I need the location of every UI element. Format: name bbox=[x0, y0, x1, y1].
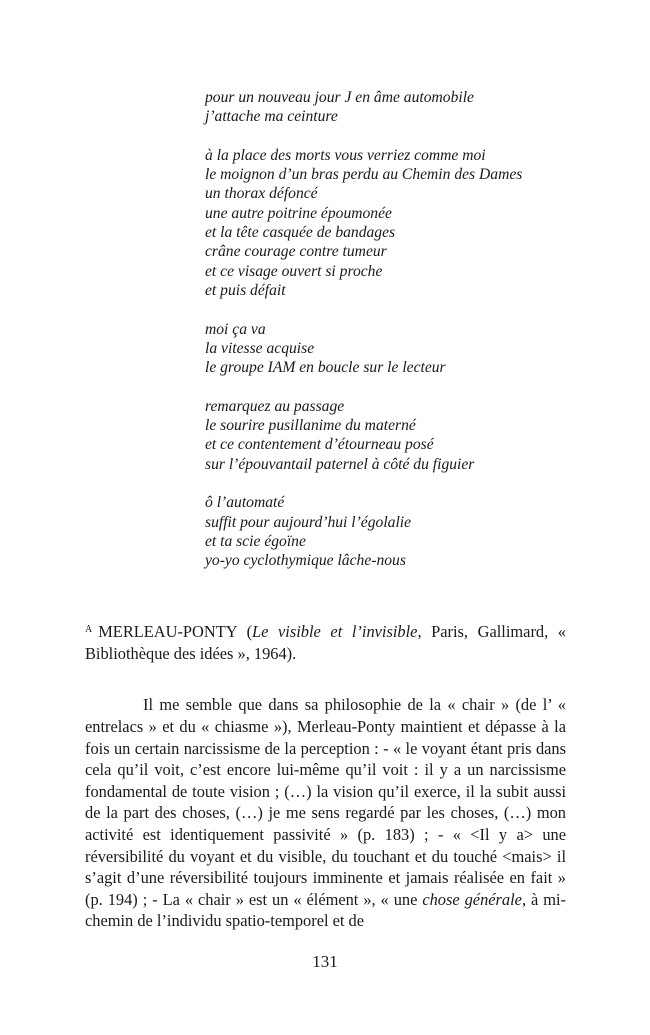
poem-line: moi ça va bbox=[205, 320, 266, 338]
body-paragraph bbox=[85, 694, 566, 932]
footnote-marker: A bbox=[85, 624, 93, 635]
paragraph-text-end: , à mi-chemin de l’individu spatio-temporel et de bbox=[85, 889, 566, 931]
footnote bbox=[85, 619, 566, 665]
poem-line: yo-yo cyclothymique lâche-nous bbox=[205, 552, 406, 570]
poem-line: et puis défait bbox=[205, 281, 286, 299]
poem-line: à la place des morts vous verriez comme moi bbox=[205, 146, 486, 164]
poem-line: sur l’épouvantail paternel à côté du figuier bbox=[205, 455, 475, 473]
footnote-reference: , Paris, Gallimard, « Bibliothèque des idées », 1964). bbox=[85, 622, 566, 663]
stanza bbox=[205, 397, 605, 474]
stanza bbox=[205, 320, 605, 378]
paragraph-text: Il me semble que dans sa philosophie de la « chair » (de l’ « entrelacs » et du « chiasme »), Merleau-Ponty maintient et dépasse à la fois un certain narcissisme de la perception : - « le voyant étant pris dans cela qu’il voit, c’est encore lui-même qu’il voit : il y a un narcissisme fondamental de toute vision ; (…) la vision qu’il exerce, il la subit aussi de la part des choses, (…) je me sens regardé par les choses, (…) mon activité est identiquement passivité » (p. 183) ; - « <Il y a> une réversibilité du voyant et du visible, du touchant et du touché <mais> il s’agit d’une réversibilité toujours imminente et jamais réalisée en fait » (p. 194) ; - La « chair » est un « élément », « une bbox=[85, 695, 566, 909]
footnote-author: MERLEAU-PONTY bbox=[98, 622, 237, 641]
poem-line: suffit pour aujourd’hui l’égolalie bbox=[205, 513, 412, 531]
footnote-paren: ( bbox=[236, 622, 253, 641]
poem-line: et ce contentement d’étourneau posé bbox=[205, 436, 434, 454]
poem-line: la vitesse acquise bbox=[205, 339, 315, 357]
poem-line: ô l’automaté bbox=[205, 494, 285, 512]
poem-line: et la tête casquée de bandages bbox=[205, 224, 396, 242]
page-number: 131 bbox=[312, 952, 338, 971]
poem-line: une autre poitrine époumonée bbox=[205, 204, 392, 222]
poem-line: et ce visage ouvert si proche bbox=[205, 262, 383, 280]
poem-line: remarquez au passage bbox=[205, 397, 345, 415]
poem bbox=[205, 88, 605, 590]
poem-line: crâne courage contre tumeur bbox=[205, 243, 387, 261]
poem-line: un thorax défoncé bbox=[205, 185, 318, 203]
poem-line: j’attache ma ceinture bbox=[205, 108, 338, 126]
footnote-book-title: Le visible et l’invisible bbox=[252, 622, 418, 641]
poem-line: le sourire pusillanime du materné bbox=[205, 417, 416, 435]
stanza bbox=[205, 493, 605, 570]
poem-line: le groupe IAM en boucle sur le lecteur bbox=[205, 359, 446, 377]
stanza bbox=[205, 88, 605, 127]
stanza bbox=[205, 146, 605, 300]
poem-line: le moignon d’un bras perdu au Chemin des Dames bbox=[205, 166, 523, 184]
paragraph-emphasis: chose générale bbox=[422, 889, 522, 909]
poem-line: pour un nouveau jour J en âme automobile bbox=[205, 89, 474, 106]
poem-line: et ta scie égoïne bbox=[205, 532, 306, 550]
